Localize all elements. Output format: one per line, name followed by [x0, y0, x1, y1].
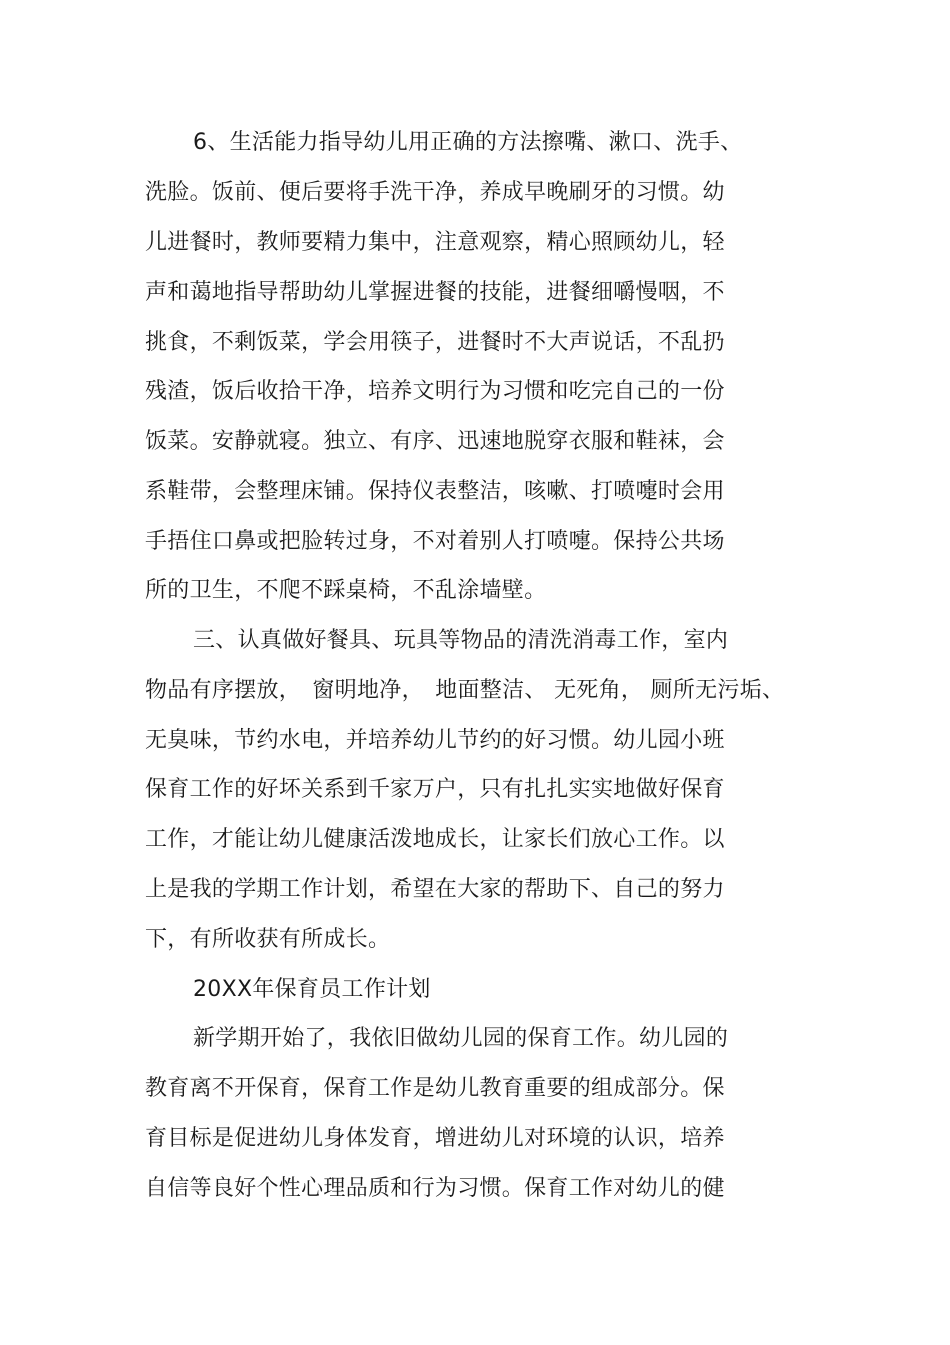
- paragraph-line: 声和蔼地指导帮助幼儿掌握进餐的技能，进餐细嚼慢咽，不: [145, 280, 725, 305]
- paragraph-line: 儿进餐时，教师要精力集中，注意观察，精心照顾幼儿，轻: [145, 230, 725, 255]
- paragraph-line: 挑食，不剩饭菜，学会用筷子，进餐时不大声说话，不乱扔: [145, 330, 725, 355]
- paragraph-line: 无臭味，节约水电，并培养幼儿节约的好习惯。幼儿园小班: [145, 728, 725, 753]
- paragraph-line: 洗脸。饭前、便后要将手洗干净，养成早晚刷牙的习惯。幼: [145, 180, 725, 205]
- paragraph-line: 所的卫生，不爬不踩桌椅，不乱涂墙壁。: [145, 578, 547, 603]
- paragraph-line: 下，有所收获有所成长。: [145, 927, 391, 952]
- paragraph-line: 饭菜。安静就寝。独立、有序、迅速地脱穿衣服和鞋袜，会: [145, 429, 725, 454]
- paragraph-line: 上是我的学期工作计划，希望在大家的帮助下、自己的努力: [145, 877, 725, 902]
- paragraph-line: 新学期开始了，我依旧做幼儿园的保育工作。幼儿园的: [193, 1026, 729, 1051]
- paragraph-line: 自信等良好个性心理品质和行为习惯。保育工作对幼儿的健: [145, 1176, 725, 1201]
- paragraph-line: 教育离不开保育，保育工作是幼儿教育重要的组成部分。保: [145, 1076, 725, 1101]
- paragraph-line: 工作，才能让幼儿健康活泼地成长，让家长们放心工作。以: [145, 827, 725, 852]
- section-heading: 20XX年保育员工作计划: [193, 977, 431, 1002]
- paragraph-line: 6、生活能力指导幼儿用正确的方法擦嘴、漱口、洗手、: [193, 130, 743, 155]
- paragraph-line: 手捂住口鼻或把脸转过身，不对着别人打喷嚏。保持公共场: [145, 529, 725, 554]
- paragraph-line: 育目标是促进幼儿身体发育，增进幼儿对环境的认识，培养: [145, 1126, 725, 1151]
- paragraph-line: 物品有序摆放， 窗明地净， 地面整洁、 无死角， 厕所无污垢、: [145, 678, 785, 703]
- paragraph-line: 三、认真做好餐具、玩具等物品的清洗消毒工作，室内: [193, 628, 729, 653]
- paragraph-line: 系鞋带，会整理床铺。保持仪表整洁，咳嗽、打喷嚏时会用: [145, 479, 725, 504]
- paragraph-line: 残渣，饭后收拾干净，培养文明行为习惯和吃完自己的一份: [145, 379, 725, 404]
- paragraph-line: 保育工作的好坏关系到千家万户，只有扎扎实实地做好保育: [145, 777, 725, 802]
